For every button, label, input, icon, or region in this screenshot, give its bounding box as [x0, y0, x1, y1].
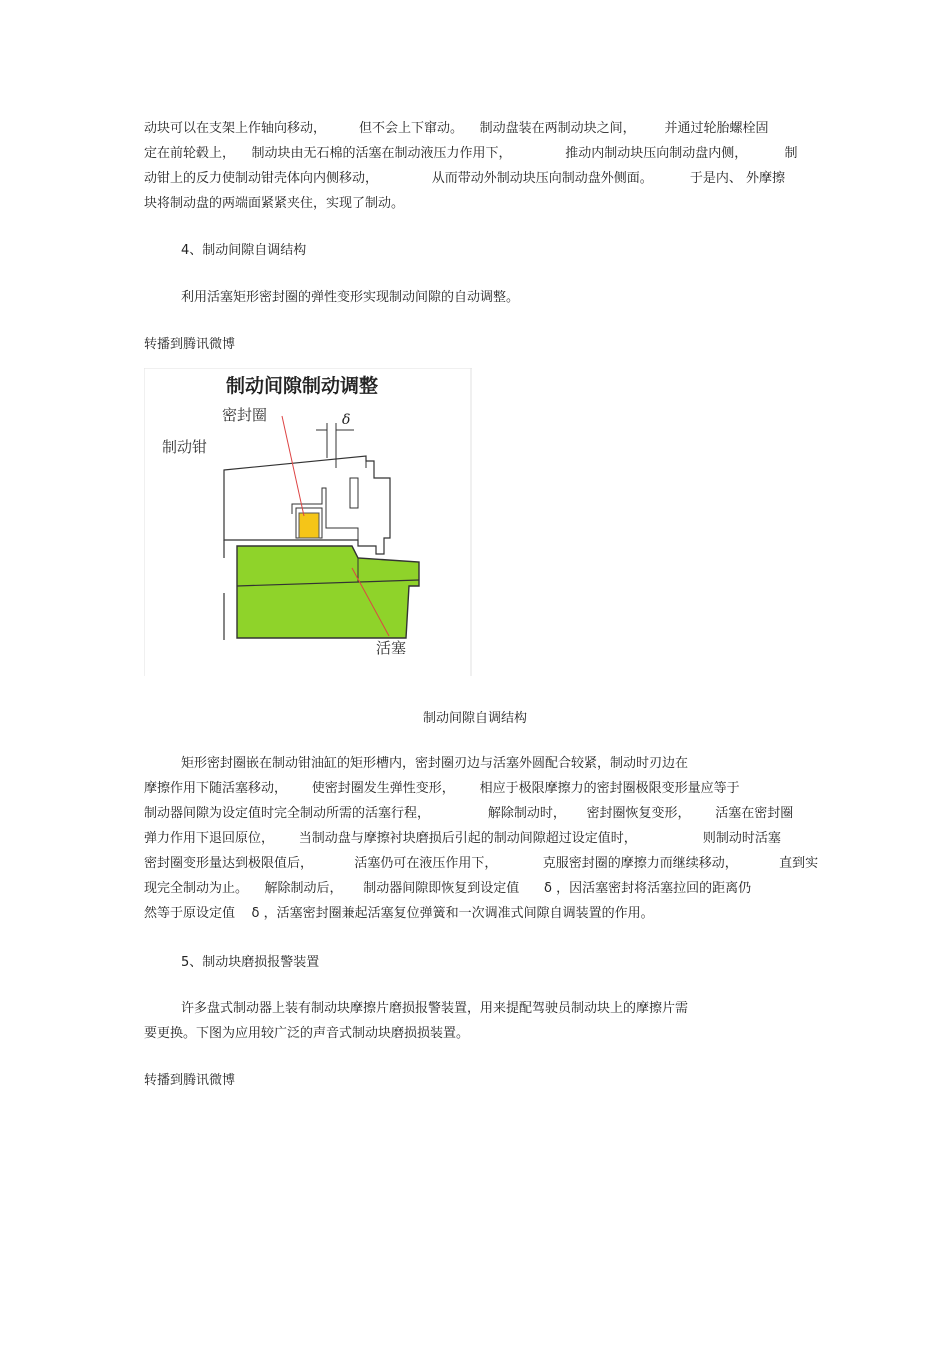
delta-label: δ	[342, 412, 351, 428]
figure-title: 制动间隙制动调整	[226, 375, 379, 397]
brake-clearance-figure	[144, 368, 472, 676]
caliper-label: 制动钳	[162, 438, 208, 456]
seal-leader-line	[282, 416, 304, 516]
paragraph-line: 利用活塞矩形密封圈的弹性变形实现制动间隙的自动调整。	[181, 290, 520, 305]
paragraph-line: 许多盘式制动器上装有制动块摩擦片磨损报警装置，用来提配驾驶员制动块上的摩擦片需	[181, 1001, 689, 1016]
section-heading-5: 5、制动块磨损报警装置	[181, 955, 320, 970]
piston	[237, 546, 419, 638]
paragraph-line: 摩擦作用下随活塞移动， 使密封圈发生弹性变形， 相应于极限摩擦力的密封圈极限变形量应等于	[144, 781, 740, 796]
paragraph-line: 现完全制动为止。 解除制动后， 制动器间隙即恢复到设定值 δ ，因活塞密封将活塞拉回的距离仍	[144, 881, 752, 896]
paragraph-line: 弹力作用下退回原位， 当制动盘与摩擦衬块磨损后引起的制动间隙超过设定值时， 则制动时活塞	[144, 831, 781, 846]
paragraph-line: 矩形密封圈嵌在制动钳油缸的矩形槽内，密封圈刃边与活塞外圆配合较紧，制动时刃边在	[181, 756, 689, 771]
figure-drawing	[144, 368, 472, 676]
caliper-body	[224, 456, 390, 554]
paragraph-line: 密封圈变形量达到极限值后， 活塞仍可在液压作用下， 克服密封圈的摩擦力而继续移动， 直到实	[144, 856, 819, 871]
seal-label: 密封圈	[222, 406, 268, 424]
paragraph-line: 动块可以在支架上作轴向移动， 但不会上下窜动。 制动盘装在两制动块之间， 并通过轮胎螺栓固	[144, 121, 769, 136]
paragraph-line: 块将制动盘的两端面紧紧夹住，实现了制动。	[144, 196, 405, 211]
paragraph-line: 制动器间隙为设定值时完全制动所需的活塞行程， 解除制动时， 密封圈恢复变形， 活塞在密封圈	[144, 806, 794, 821]
section-heading-4: 4、制动间隙自调结构	[181, 243, 307, 258]
paragraph-line: 定在前轮毂上， 制动块由无石棉的活塞在制动液压力作用下， 推动内制动块压向制动盘内侧， 制	[144, 146, 798, 161]
paragraph-line: 要更换。下图为应用较广泛的声音式制动块磨损损装置。	[144, 1026, 470, 1041]
share-link[interactable]: 转播到腾讯微博	[144, 337, 236, 352]
piston-label: 活塞	[376, 639, 407, 657]
paragraph-line: 然等于原设定值 δ ，活塞密封圈兼起活塞复位弹簧和一次调准式间隙自调装置的作用。	[144, 906, 654, 921]
paragraph-line: 动钳上的反力使制动钳壳体向内侧移动， 从而带动外制动块压向制动盘外侧面。 于是内、 外摩擦	[144, 171, 786, 186]
figure-caption: 制动间隙自调结构	[422, 711, 527, 726]
share-link[interactable]: 转播到腾讯微博	[144, 1073, 236, 1088]
seal-ring	[299, 513, 319, 538]
